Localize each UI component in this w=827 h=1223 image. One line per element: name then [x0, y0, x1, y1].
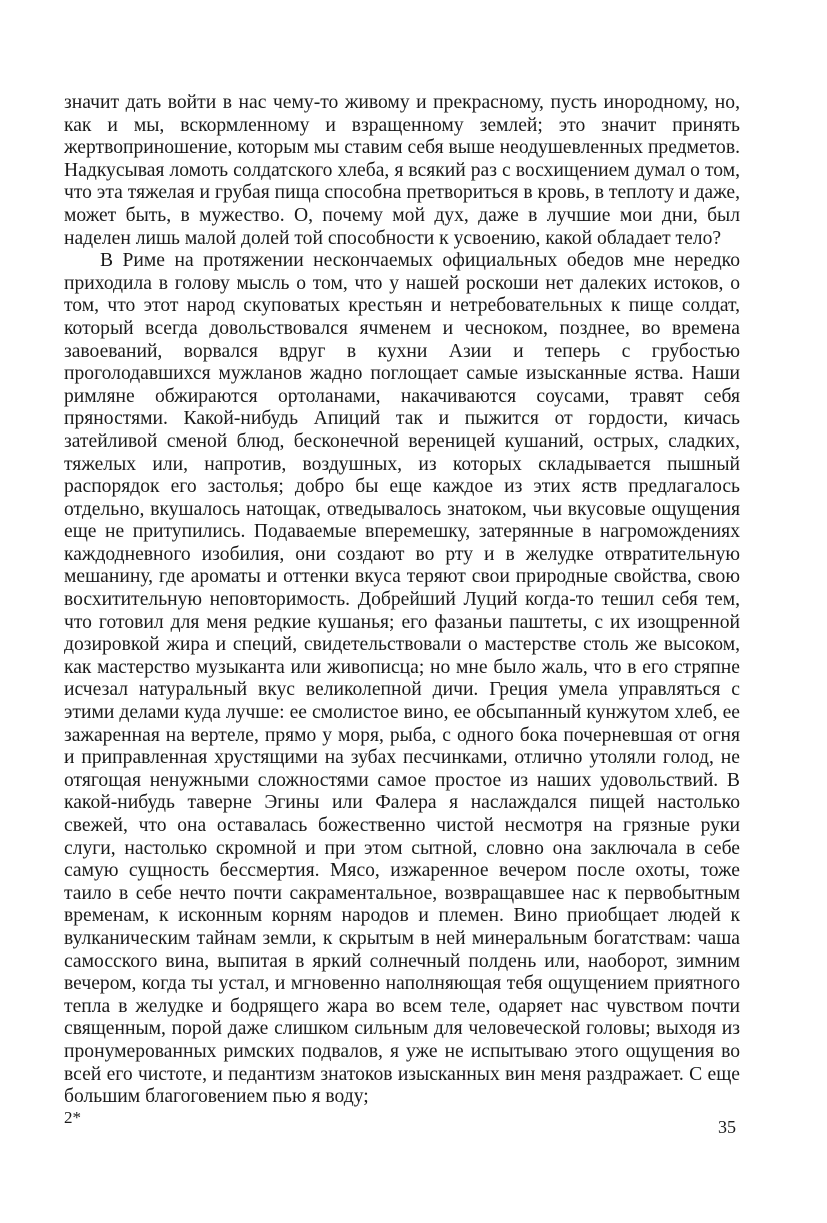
paragraph: В Риме на протяжении нескончаемых официальных обедов мне нередко приходила в голову мысль о том, что у нашей роскоши нет далеких истоков, о том, что этот народ скуповатых крестьян и нетребовательных к пище солдат, который всегда довольствовался ячменем и чесноком, позднее, во времена завоеваний, ворвался вдруг в кухни Азии и теперь с грубостью проголодавшихся мужланов жадно поглощает самые изысканные яства. Наши римляне обжираются ортоланами, накачиваются соусами, травят себя пряностями. Какой-нибудь Апиций так и пыжится от гордости, кичась затейливой сменой блюд, бесконечной вереницей кушаний, острых, сладких, тяжелых или, напротив, воздушных, из которых складывается пышный распорядок его застолья; добро бы еще каждое из этих яств предлагалось отдельно, вкушалось натощак, отведывалось знатоком, чьи вкусовые ощущения еще не притупились. Подаваемые вперемешку, затерянные в нагромождениях каждодневного изобилия, они создают во рту и в желудке отвратительную мешанину, где ароматы и оттенки вкуса теряют свои природные свойства, свою восхитительную неповторимость. Добрейший Луций когда-то тешил себя тем, что готовил для меня редкие кушанья; его фазаньи паштеты, с их изощренной дозировкой жира и специй, свидетельствовали о мастерстве столь же высоком, как мастерство музыканта или живописца; но мне было жаль, что в его стряпне исчезал натуральный вкус великолепной дичи. Греция умела управляться с этими делами куда лучше: ее смолистое вино, ее обсыпанный кунжутом хлеб, ее зажаренная на вертеле, прямо у моря, рыба, с одного бока почерневшая от огня и приправленная хрустящими на зубах песчинками, отлично утоляли голод, не отягощая ненужными сложностями самое простое из наших удовольствий. В какой-нибудь таверне Эгины или Фалера я наслаждался пищей настолько свежей, что она оставалась божественно чистой несмотря на грязные руки слуги, настолько скромной и при этом сытной, словно она заключала в себе самую сущность бессмертия. Мясо, изжаренное вечером после охоты, тоже таило в себе нечто почти сакраментальное, возвращавшее нас к первобытным временам, к исконным корням народов и племен. Вино приобщает людей к вулканическим тайнам земли, к скрытым в ней минеральным богатствам: чаша самосского вина, выпитая в яркий солнечный полдень или, наоборот, зимним вечером, когда ты устал, и мгновенно наполняющая тебя ощущением приятного тепла в желудке и бодрящего жара во всем теле, одаряет нас чувством почти священным, порой даже слишком сильным для человеческой головы; выходя из пронумерованных римских подвалов, я уже не испытываю этого ощущения во всей его чистоте, и педантизм знатоков изысканных вин меня раздражает. С еще большим благоговением пью я воду; [64, 250, 740, 1108]
signature-mark: 2* [64, 1108, 81, 1127]
page-number: 35 [718, 1117, 736, 1137]
body-text [64, 92, 740, 1109]
paragraph-continuation: значит дать войти в нас чему-то живому и прекрасному, пусть инородному, но, как и мы, вскормленному и взращенному землей; это значит принять жертвоприношение, которым мы ставим себя выше неодушевленных предметов. Надкусывая ломоть солдатского хлеба, я всякий раз с восхищением думал о том, что эта тяжелая и грубая пища способна претвориться в кровь, в теплоту и даже, может быть, в мужество. О, почему мой дух, даже в лучшие мои дни, был наделен лишь малой долей той способности к усвоению, какой обладает тело? [64, 92, 740, 249]
